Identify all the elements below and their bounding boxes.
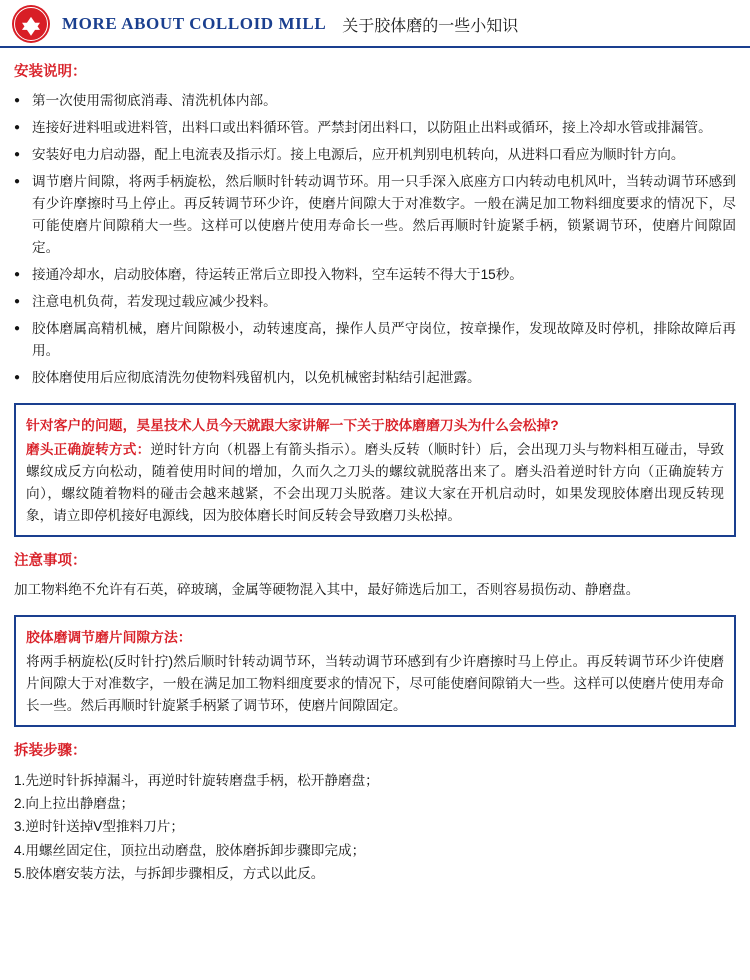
list-item: ● 连接好进料咀或进料管，出料口或出料循环管。严禁封闭出料口，以防阻止出料或循环，接上冷却水管或排漏管。 — [14, 117, 736, 139]
logo-ring — [14, 7, 48, 41]
list-item: ● 第一次使用需彻底消毒、清洗机体内部。 — [14, 90, 736, 112]
list-item: ● 胶体磨属高精机械，磨片间隙极小，动转速度高，操作人员严守岗位，按章操作，发现故障及时停机，排除故障后再用。 — [14, 318, 736, 362]
install-list — [14, 90, 736, 389]
notice-title: 注意事项： — [14, 553, 87, 570]
grinding-head-question: 针对客户的问题，昊星技术人员今天就跟大家讲解一下关于胶体磨磨刀头为什么会松掉? — [26, 417, 559, 433]
list-item: 3.逆时针送掉V型推料刀片； — [14, 819, 184, 835]
grinding-head-body: 逆时针方向（机器上有箭头指示）。磨头反转（顺时针）后，会出现刀头与物料相互碰击，导致螺纹成反方向松动，随着使用时间的增加，久而久之刀头的螺纹就脱落出来了。磨头沿着逆时针方向（正确旋转方向），螺纹随着物料的碰击会越来越紧，不会出现刀头脱落。建议大家在开机启动时，如果发现胶体磨出现反转现象，请立即停机接好电源线，因为胶体磨长时间反转会导致磨刀头松掉。 — [26, 442, 724, 524]
list-item: ● 注意电机负荷，若发现过载应减少投料。 — [14, 291, 736, 313]
disassembly-section — [14, 741, 736, 886]
page-header — [0, 0, 750, 48]
list-item: ● 调节磨片间隙，将两手柄旋松，然后顺时针转动调节环。用一只手深入底座方口内转动电机风叶，当转动调节环感到有少许摩擦时马上停止。再反转调节环少许，使磨片间隙大于对准数字。一般在满足加工物料细度要求的情况下，尽可能使磨片间隙稍大一些。这样可以使磨片使用寿命长一些。然后再顺时针旋紧手柄，锁紧调节环，使磨片间隙固定。 — [14, 171, 736, 259]
list-item: 1.先逆时针拆掉漏斗，再逆时针旋转磨盘手柄，松开静磨盘； — [14, 772, 379, 788]
grinding-head-body-wrapper — [26, 439, 724, 527]
grinding-head-box — [14, 403, 736, 537]
disassembly-title: 拆装步骤： — [14, 742, 87, 759]
gap-adjustment-body: 将两手柄旋松(反时针拧)然后顺时针转动调节环，当转动调节环感到有少许磨擦时马上停止。再反转调节环少许使磨片间隙大于对准数字，一般在满足加工物料细度要求的情况下，尽可能使磨间隙销大一些。这样可以使磨片使用寿命长一些。然后再顺时针旋紧手柄紧了调节环，使磨片间隙固定。 — [26, 653, 724, 713]
star-badge-icon — [12, 5, 50, 43]
list-item: ● 安装好电力启动器，配上电流表及指示灯。接上电源后，应开机判别电机转向，从进料口看应为顺时针方向。 — [14, 144, 736, 166]
grinding-head-subtitle: 磨头正确旋转方式： — [26, 442, 151, 457]
document-content — [0, 48, 750, 886]
list-item: ● 胶体磨使用后应彻底清洗勿使物料残留机内，以免机械密封粘结引起泄露。 — [14, 367, 736, 389]
list-item: 2.向上拉出静磨盘； — [14, 796, 135, 812]
install-title: 安装说明： — [14, 64, 87, 80]
notice-section — [14, 551, 736, 601]
install-section — [14, 62, 736, 389]
list-item: ● 接通冷却水，启动胶体磨，待运转正常后立即投入物料，空车运转不得大于15秒。 — [14, 264, 736, 286]
disassembly-list — [14, 769, 736, 886]
list-item: 4.用螺丝固定住，顶拉出动磨盘，胶体磨拆卸步骤即完成； — [14, 842, 366, 858]
notice-body: 加工物料绝不允许有石英，碎玻璃，金属等硬物混入其中，最好筛选后加工，否则容易损伤动、静磨盘。 — [14, 581, 640, 597]
list-item: 5.胶体磨安装方法，与拆卸步骤相反，方式以此反。 — [14, 866, 325, 882]
gap-adjustment-title: 胶体磨调节磨片间隙方法： — [26, 629, 192, 645]
gap-adjustment-box — [14, 615, 736, 727]
header-title-cn: 关于胶体磨的一些小知识 — [342, 17, 519, 35]
header-title-en: MORE ABOUT COLLOID MILL — [62, 14, 327, 33]
